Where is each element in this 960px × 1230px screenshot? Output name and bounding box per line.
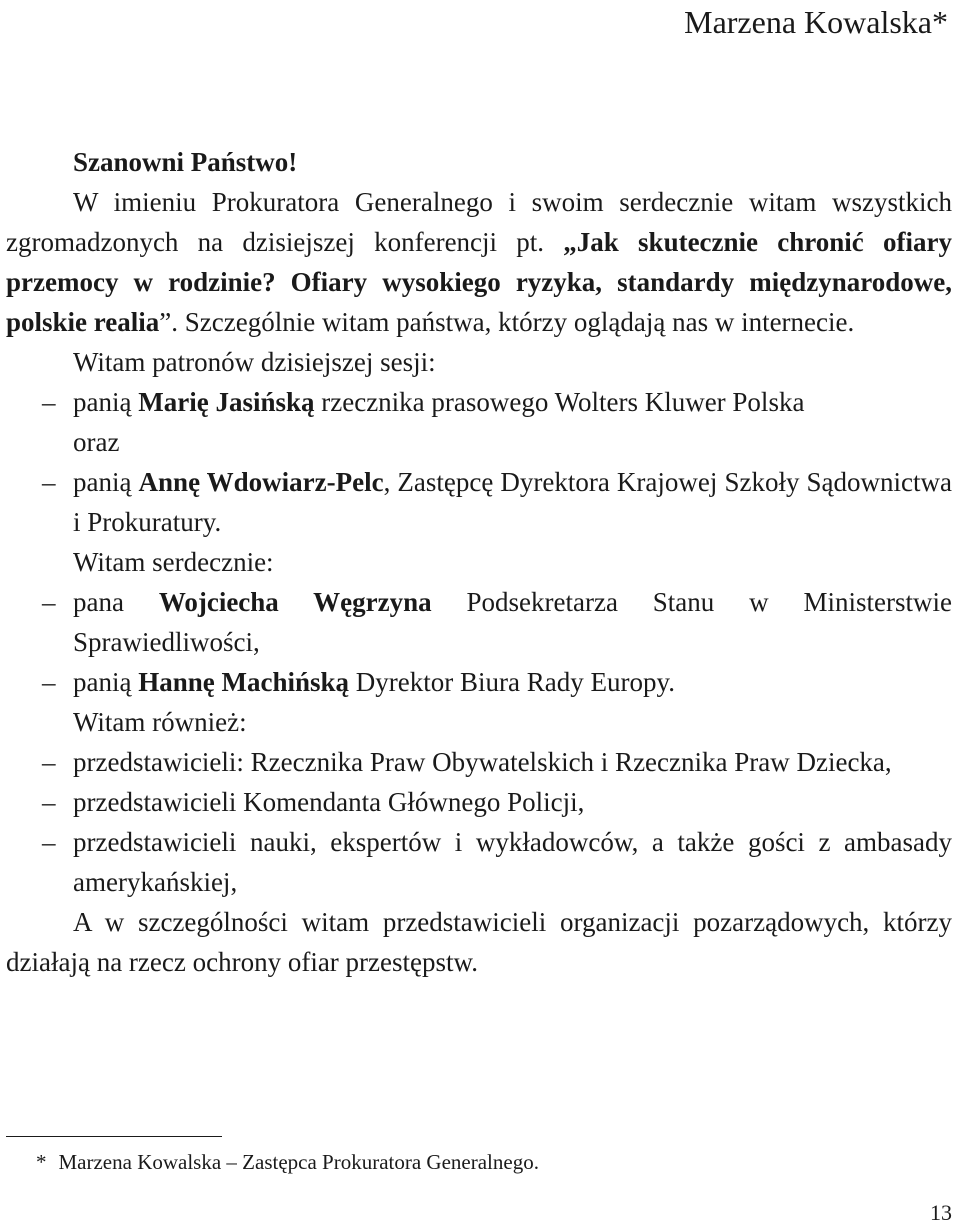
greeting: Szanowni Państwo! — [73, 147, 298, 177]
footnote-divider — [6, 1136, 222, 1137]
patron2-role: , Zastępcę Dyrektora Krajowej Szkoły Sądownictwa i Prokuratury. — [73, 467, 952, 537]
also-heading: Witam również: — [73, 707, 247, 737]
patrons-heading: Witam patronów dzisiejszej sesji: — [73, 347, 436, 377]
and-word: oraz — [73, 427, 120, 457]
guest1-name: Wojciecha Węgrzyna — [158, 587, 432, 617]
patron1-name: Marię Jasińską — [138, 387, 315, 417]
page-number: 13 — [930, 1200, 952, 1225]
dash: – — [42, 787, 56, 817]
dash: – — [42, 467, 56, 497]
dash: – — [42, 747, 56, 777]
footnote-text: Marzena Kowalska – Zastępca Prokuratora Generalnego. — [58, 1150, 539, 1174]
dash: – — [42, 667, 56, 697]
guest2-prefix: panią — [73, 667, 139, 697]
guest1-role: Podsekretarza Stanu w Ministerstwie Sprawiedliwości, — [73, 587, 952, 657]
list-item — [6, 662, 952, 702]
also-item: przedstawicieli Komendanta Głównego Policji, — [73, 787, 585, 817]
list-item — [6, 822, 952, 902]
patron1-prefix: panią — [73, 387, 139, 417]
footnote — [36, 1148, 539, 1176]
guest2-role: Dyrektor Biura Rady Europy. — [349, 667, 675, 697]
author-name: Marzena Kowalska* — [684, 4, 948, 40]
patron2-prefix: panią — [73, 467, 139, 497]
list-item — [6, 582, 952, 662]
list-item — [6, 382, 952, 422]
guest1-prefix: pana — [73, 587, 159, 617]
dash: – — [42, 387, 56, 417]
list-item — [6, 782, 952, 822]
patron2-name: Annę Wdowiarz-Pelc — [138, 467, 384, 497]
intro-paragraph — [6, 182, 952, 342]
conference-title: „Jak skutecznie chronić ofiary przemocy w rodzinie? Ofiary wysokiego ryzyka, standardy międzynarodowe, polskie realia — [6, 227, 952, 337]
footnote-mark: * — [36, 1150, 47, 1174]
list-item — [6, 462, 952, 542]
dash: – — [42, 827, 56, 857]
also-item: przedstawicieli: Rzecznika Praw Obywatelskich i Rzecznika Praw Dziecka, — [73, 747, 892, 777]
welcome-heading: Witam serdecznie: — [73, 547, 274, 577]
closing-paragraph: A w szczególności witam przedstawicieli organizacji pozarządowych, którzy działają na rzecz ochrony ofiar przestępstw. — [6, 907, 952, 977]
dash: – — [42, 587, 56, 617]
intro-start: W imieniu Prokuratora Generalnego i swoim serdecznie witam wszystkich zgromadzonych na dzisiejszej konferencji pt. — [6, 187, 952, 257]
speech-body — [6, 142, 952, 982]
intro-end: ”. Szczególnie witam państwa, którzy oglądają nas w internecie. — [159, 307, 855, 337]
guest2-name: Hannę Machińską — [138, 667, 350, 697]
list-item — [6, 742, 952, 782]
patron1-role: rzecznika prasowego Wolters Kluwer Polska — [314, 387, 805, 417]
also-item: przedstawicieli nauki, ekspertów i wykładowców, a także gości z ambasady amerykańskiej, — [73, 827, 952, 897]
